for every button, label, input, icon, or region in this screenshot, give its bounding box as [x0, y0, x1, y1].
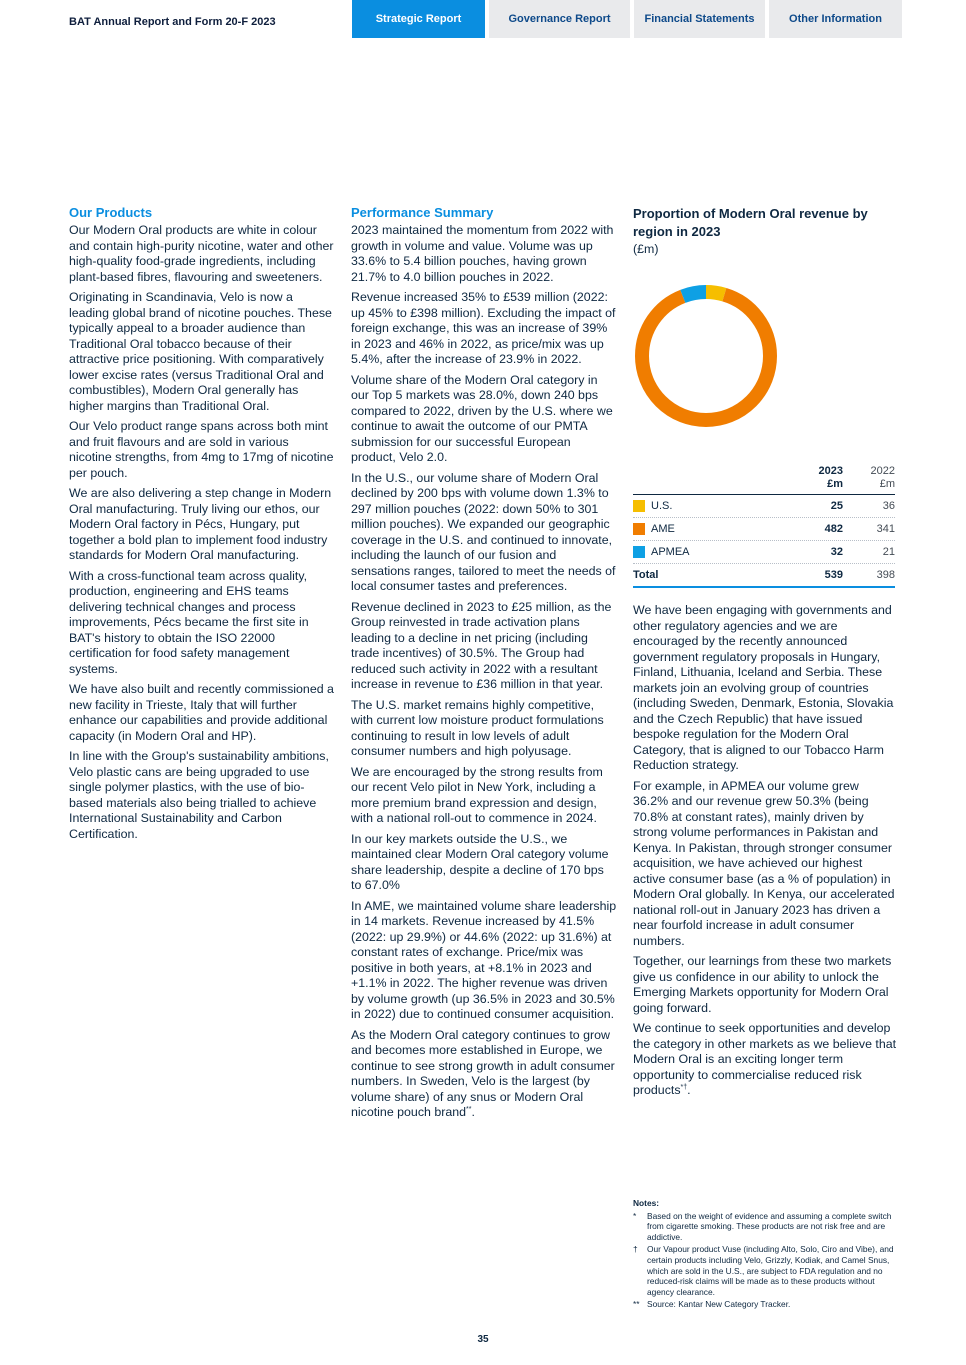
donut-chart	[633, 268, 783, 448]
col-unit-2023: £m	[827, 478, 843, 490]
paragraph: 2023 maintained the momentum from 2022 with growth in volume and value. Volume was up 33.6% to 5.4 billion pouches, having grown 21.7% to 4.0 billion pouches in 2022.	[351, 223, 614, 284]
value-2023: 25	[830, 500, 843, 512]
heading-performance-summary: Performance Summary	[351, 205, 494, 220]
footnote-mark: **	[633, 1299, 640, 1310]
paragraph: With a cross-functional team across quality, production, engineering and EHS teams delivering technical changes and process improvements, Pécs became the first site in BAT's history to obtain the ISO 22000 certification for food safety management systems.	[69, 568, 309, 676]
paragraph: In our key markets outside the U.S., we maintained clear Modern Oral category volume share leadership, despite a decline of 170 bps to 67.0%	[351, 831, 609, 892]
row-label: Total	[633, 569, 659, 581]
col-header-2023	[791, 465, 843, 491]
legend-swatch-ame	[633, 523, 645, 535]
legend-swatch-us	[633, 500, 645, 512]
paragraph: In AME, we maintained volume share leadership in 14 markets. Revenue increased by 41.5% (2022: up 29.9%) or 44.6% (2022: up 31.6%) at constant rates of exchange. Price/mix was positive in both years, at +8.1% in 2023 and +1.1% in 2022. The higher revenue was driven by volume growth (up 36.5% in 2023 and 30.5% in 2022) due to continued consumer acquisition.	[351, 898, 617, 1021]
paragraph: We are encouraged by the strong results from our recent Velo pilot in New York, including a more premium brand expression and design, with a national roll-out to commence in 2024.	[351, 764, 603, 825]
footnote-mark: †	[633, 1244, 638, 1255]
paragraph: The U.S. market remains highly competitive, with current low moisture product formulations continuing to result in low levels of adult consumer numbers and high polyusage.	[351, 697, 604, 758]
tab-other-information[interactable]: Other Information	[769, 0, 902, 38]
col-year-2023: 2023	[818, 465, 843, 477]
paragraph: For example, in APMEA our volume grew 36.2% and our revenue grew 50.3% (being 70.8% at constant rates), mainly driven by strong volume performances in Pakistan and Kenya. In Pakistan, through stronger consumer acquisition, we have achieved our highest active consumer base (as a % of population) in Modern Oral globally. In Kenya, our accelerated national roll-out in January 2023 has driven a near fourfold increase in adult consumer numbers.	[633, 778, 895, 948]
column-our-products	[69, 205, 334, 847]
paragraph: Together, our learnings from these two markets give us confidence in our ability to unlock the Emerging Markets opportunity for Modern Oral going forward.	[633, 954, 892, 1015]
footnote	[633, 1299, 899, 1310]
chart-header	[633, 205, 897, 267]
paragraph: Volume share of the Modern Oral category in our Top 5 markets was 28.0%, down 240 bps compared to 2022, driven by the U.S. where we continue to await the outcome of our PMTA submission for our successful European product, Velo 2.0.	[351, 372, 613, 464]
tab-financial-statements[interactable]: Financial Statements	[634, 0, 765, 38]
tab-strategic-report[interactable]: Strategic Report	[352, 0, 485, 38]
value-2023: 32	[830, 546, 843, 558]
table-header	[633, 465, 895, 495]
paragraph: We have been engaging with governments and other regulatory agencies and we are encouraged by the recently announced government regulatory proposals in Hungary, Finland, Lithuania, Iceland and Serbia. These markets join an evolving group of countries (including Sweden, Denmark, Estonia, Slovakia and the Czech Republic) that have issued bespoke regulation for the Modern Oral Category, that is aligned to our Tobacco Harm Reduction strategy.	[633, 603, 894, 772]
value-2023: 539	[824, 569, 843, 581]
footnote	[633, 1244, 899, 1297]
table-row-ame	[633, 518, 895, 541]
footnote-mark: *	[633, 1210, 637, 1221]
value-2022: 398	[876, 569, 895, 581]
paragraph: Our Velo product range spans across both mint and fruit flavours and are sold in various nicotine strengths, from 4mg to 17mg of nicotine per pouch.	[69, 419, 334, 480]
paragraph: Our Modern Oral products are white in colour and contain high-purity nicotine, water and other high-quality food-grade ingredients, including plant-based fibres, flavouring and sweeteners.	[69, 223, 334, 284]
paragraph-end: .	[687, 1083, 691, 1097]
table-row-us	[633, 495, 895, 518]
paragraph: We are also delivering a step change in Modern Oral manufacturing. Truly living our ethos, our Modern Oral factory in Pécs, Hungary, put together a bold plan to implement food industry standards for Modern Oral manufacturing.	[69, 486, 332, 562]
footnote	[633, 1211, 899, 1243]
report-title: BAT Annual Report and Form 20-F 2023	[69, 16, 276, 28]
value-2022: 36	[882, 500, 895, 512]
heading-our-products: Our Products	[69, 205, 153, 220]
paragraph: In the U.S., our volume share of Modern Oral declined by 200 bps with volume down 1.3% to 297 million pouches (2022: down 50% to 301 million pouches). We expanded our geographic coverage in the U.S. and continued to innovate, including the launch of our fusion and sensations ranges, tailored to meet the needs of local consumer tastes and preferences.	[351, 470, 616, 593]
revenue-table	[633, 465, 895, 588]
donut-slice-ame	[642, 292, 770, 420]
paragraph	[633, 1021, 897, 1099]
legend-swatch-apmea	[633, 546, 645, 558]
table-row-apmea	[633, 541, 895, 564]
paragraph: We have also built and recently commissioned a new facility in Trieste, Italy that will further enhance our capabilities and provide additional capacity (in Modern Oral and HP).	[69, 682, 334, 743]
section-tabs	[352, 0, 902, 38]
row-label: U.S.	[651, 500, 673, 512]
paragraph-text: As the Modern Oral category continues to grow and becomes more established in Europe, we continue to see strong growth in adult consumer numbers. In Sweden, Velo is the largest (by volume share) of any snus or Modern Oral nicotine pouch brand	[351, 1027, 615, 1119]
chart-unit: (£m)	[633, 242, 659, 256]
footnotes	[633, 1198, 899, 1312]
table-row-total	[633, 564, 895, 588]
notes-title: Notes:	[633, 1198, 660, 1208]
value-2022: 21	[882, 546, 895, 558]
paragraph: Originating in Scandinavia, Velo is now a leading global brand of nicotine pouches. These typically appeal to a broader audience than Traditional Oral tobacco because of their attractive price positioning. With comparatively lower excise rates (versus Traditional Oral and combustibles), Modern Oral generally has higher margins than Traditional Oral.	[69, 290, 332, 413]
footnote-text: Based on the weight of evidence and assuming a complete switch from cigarette smoking. These products are not risk free and are addictive.	[647, 1210, 892, 1242]
paragraph: Revenue increased 35% to £539 million (2022: up 45% to £398 million). Excluding the impact of foreign exchange, this was an increase of 39% in 2023 and 46% in 2022, as price/mix was up 5.4%, after the increase of 23.9% in 2022.	[351, 290, 616, 366]
col-year-2022: 2022	[870, 465, 895, 477]
footnote-text: Our Vapour product Vuse (including Alto, Solo, Ciro and Vibe), and certain products including Velo, Grizzly, Kodiak, and Camel Snus, which are sold in the U.S., are subject to FDA regulation and no reduced-risk claims will be made as to these products without agency clearance.	[647, 1244, 894, 1297]
footnote-text: Source: Kantar New Category Tracker.	[647, 1299, 791, 1310]
col-unit-2022: £m	[879, 478, 895, 490]
value-2023: 482	[824, 523, 843, 535]
column-regulatory	[633, 603, 897, 1104]
row-label: AME	[651, 523, 675, 535]
paragraph: Revenue declined in 2023 to £25 million, as the Group reinvested in trade activation plans leading to a decline in net pricing (including trade incentives) of 30.5%. The Group had reduced such activity in 2022 with a resultant increase in revenue to £36 million in that year.	[351, 599, 612, 691]
column-performance-summary	[351, 205, 617, 1126]
paragraph	[351, 1028, 617, 1121]
chart-title: Proportion of Modern Oral revenue by region in 2023	[633, 206, 868, 239]
tab-governance-report[interactable]: Governance Report	[489, 0, 630, 38]
page-number: 35	[477, 1334, 489, 1345]
paragraph-text: We continue to seek opportunities and develop the category in other markets as we believe that Modern Oral is an exciting longer term opportunity to commercialise reduced risk products	[633, 1021, 897, 1097]
value-2022: 341	[876, 523, 895, 535]
paragraph-end: .	[471, 1105, 475, 1119]
paragraph: In line with the Group's sustainability ambitions, Velo plastic cans are being upgraded to use single polymer plastics, with the use of bio-based materials also being trialled to achieve International Sustainability and Carbon Certification.	[69, 749, 329, 841]
footnote-marker: **	[466, 1105, 472, 1113]
row-label: APMEA	[651, 546, 690, 558]
col-header-2022	[843, 465, 895, 491]
footnote-marker: *†	[680, 1083, 688, 1091]
